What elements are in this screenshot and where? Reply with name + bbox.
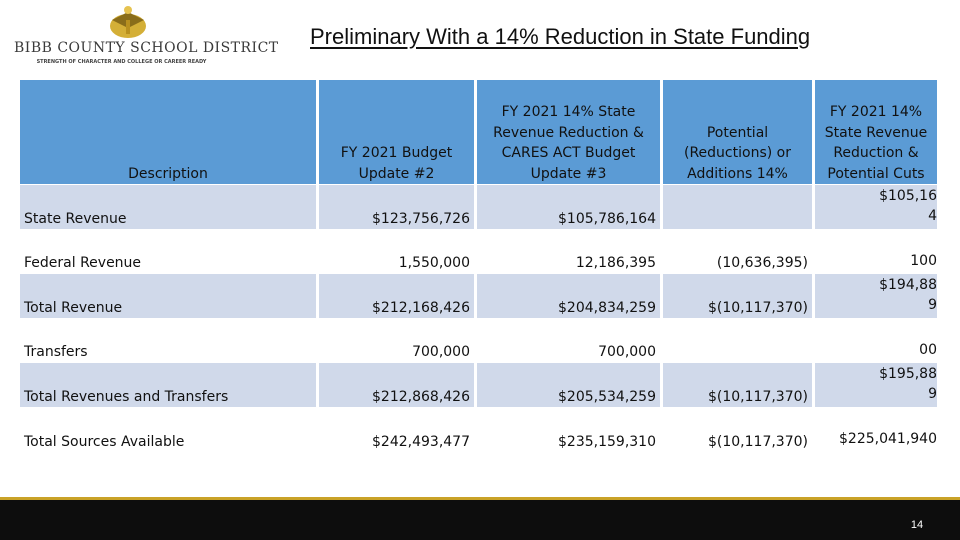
row-description: Total Sources Available — [20, 408, 319, 453]
logo-tagline: STRENGTH OF CHARACTER AND COLLEGE OR CAREER READY — [36, 59, 207, 65]
row-budget-update-3: $205,534,259 — [477, 363, 663, 408]
row-potential-cuts-value: 00 — [919, 341, 937, 358]
row-description: Transfers — [20, 319, 319, 364]
table-row — [20, 363, 940, 408]
row-budget-update-3: 700,000 — [477, 319, 663, 364]
district-logo — [14, 4, 279, 68]
row-potential-cuts-value: $195,889 — [879, 365, 937, 403]
table-row — [20, 230, 940, 275]
row-potential: $(10,117,370) — [663, 408, 815, 453]
page-number: 14 — [910, 519, 924, 531]
footer-bar — [0, 500, 960, 540]
row-potential-cuts-value: $194,889 — [879, 276, 937, 314]
row-budget-update-2: 700,000 — [319, 319, 477, 364]
row-budget-update-2: $212,168,426 — [319, 274, 477, 319]
logo-district-name: BIBB COUNTY SCHOOL DISTRICT — [14, 40, 279, 56]
row-potential-cuts-value: $225,041,940 — [839, 431, 937, 448]
row-budget-update-2: $123,756,726 — [319, 185, 477, 230]
column-header-description: Description — [20, 80, 319, 185]
column-header-update-3: FY 2021 14% State Revenue Reduction & CARES ACT Budget Update #3 — [477, 80, 663, 185]
row-potential: (10,636,395) — [663, 230, 815, 275]
row-potential — [663, 185, 815, 230]
row-budget-update-2: 1,550,000 — [319, 230, 477, 275]
table-row — [20, 274, 940, 319]
row-potential-cuts-value: $105,164 — [879, 187, 937, 225]
row-description: Total Revenue — [20, 274, 319, 319]
table-row — [20, 185, 940, 230]
row-budget-update-3: 12,186,395 — [477, 230, 663, 275]
row-potential-cuts — [815, 274, 940, 319]
row-potential-cuts — [815, 230, 940, 275]
row-description: State Revenue — [20, 185, 319, 230]
row-potential-cuts-value: 100 — [910, 252, 937, 269]
row-description: Total Revenues and Transfers — [20, 363, 319, 408]
column-header-update-2: FY 2021 Budget Update #2 — [319, 80, 477, 185]
table-row — [20, 408, 940, 453]
column-header-potential-cuts: FY 2021 14% State Revenue Reduction & Potential Cuts — [815, 80, 940, 185]
row-budget-update-3: $235,159,310 — [477, 408, 663, 453]
row-potential-cuts — [815, 185, 940, 230]
row-budget-update-3: $105,786,164 — [477, 185, 663, 230]
row-potential — [663, 319, 815, 364]
row-potential-cuts — [815, 319, 940, 364]
row-budget-update-3: $204,834,259 — [477, 274, 663, 319]
row-potential: $(10,117,370) — [663, 274, 815, 319]
graduation-cap-logo-icon — [106, 4, 150, 40]
row-budget-update-2: $242,493,477 — [319, 408, 477, 453]
table-header-row — [20, 80, 940, 185]
page-title: Preliminary With a 14% Reduction in State Funding — [310, 24, 811, 49]
budget-table — [20, 80, 940, 453]
row-budget-update-2: $212,868,426 — [319, 363, 477, 408]
row-potential-cuts — [815, 408, 940, 453]
row-potential: $(10,117,370) — [663, 363, 815, 408]
table-row — [20, 319, 940, 364]
column-header-potential: Potential (Reductions) or Additions 14% — [663, 80, 815, 185]
row-potential-cuts — [815, 363, 940, 408]
row-description: Federal Revenue — [20, 230, 319, 275]
